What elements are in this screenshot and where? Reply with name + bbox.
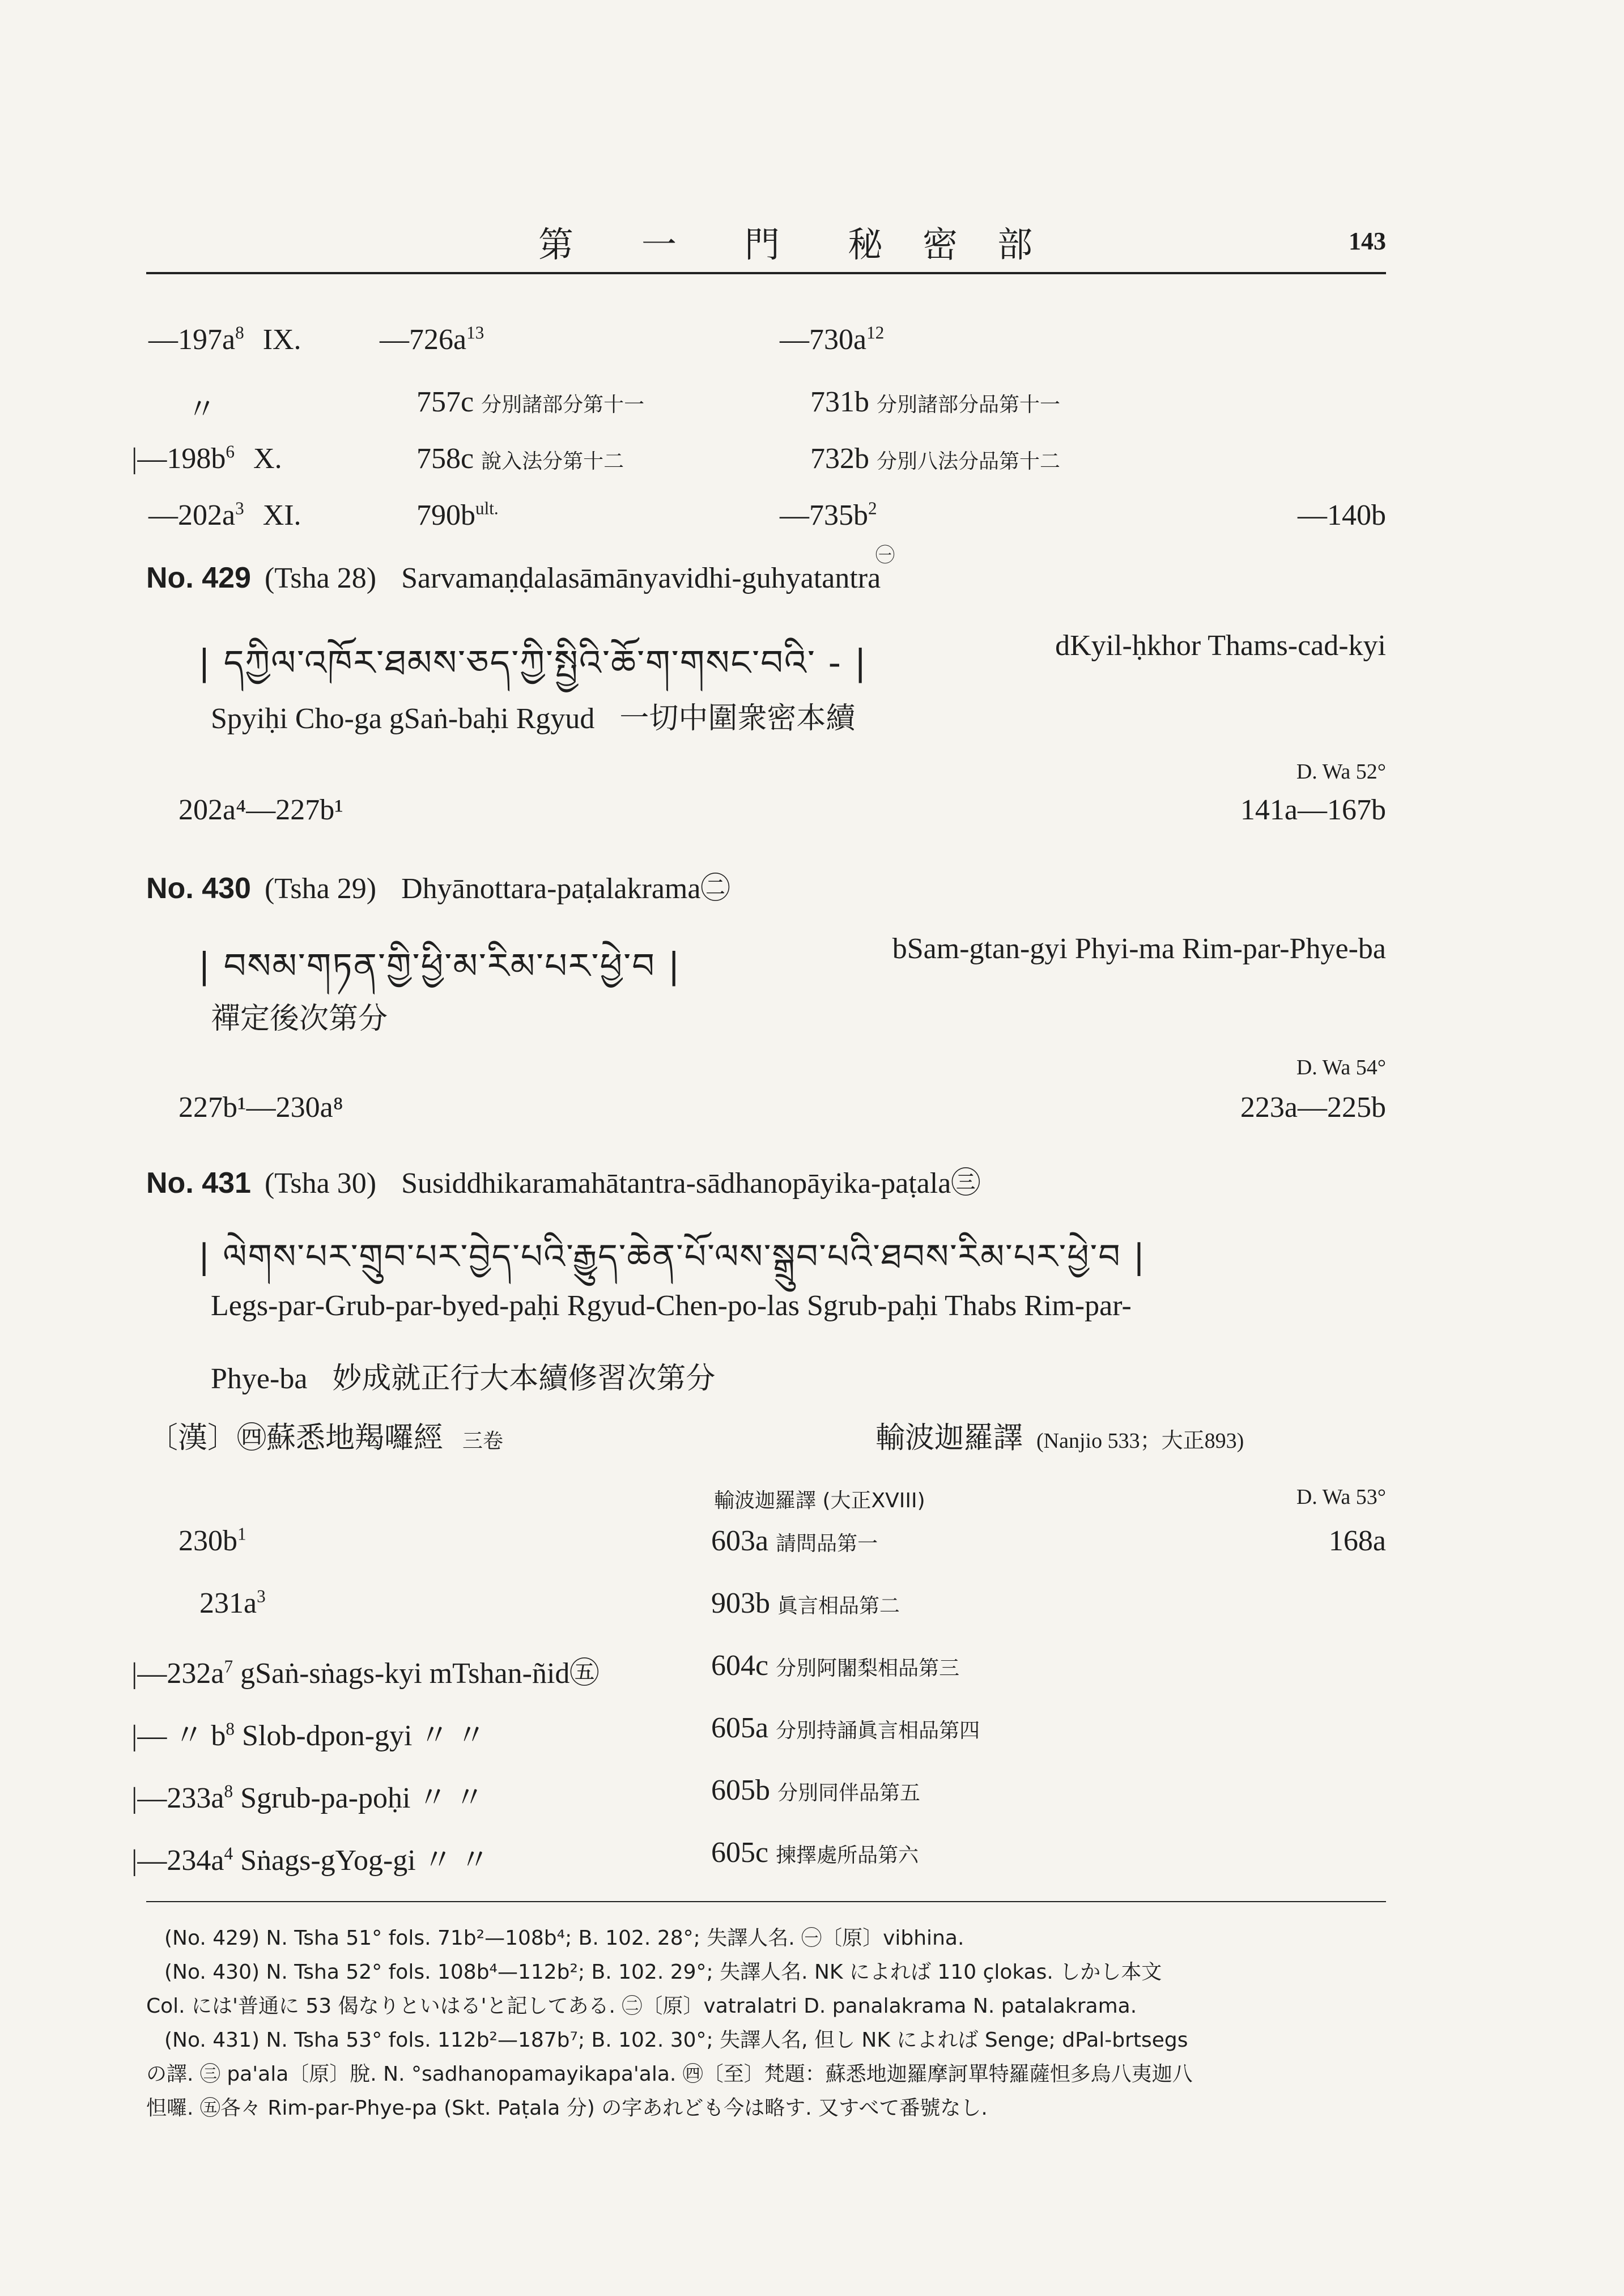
table-cell: —140b — [1298, 499, 1386, 532]
header-char: 第 — [538, 224, 580, 265]
page-number: 143 — [1349, 227, 1386, 255]
footnote-line: Col. には'普通に 53 偈なりといはる'と記してある. ㊁〔原〕vatralatri D. panalakrama N. patalakrama. — [146, 1995, 1137, 2018]
transliteration: dKyil-ḥkhor Thams-cad-kyi — [1055, 630, 1386, 662]
table-row: $231a^3$ — [199, 1586, 266, 1619]
footnote-line: (No. 430) N. Tsha 52° fols. 108b⁴—112b²; B. 102. 29°; 失譯人名. NK によれば 110 çlokas. しかし本文 — [164, 1961, 1162, 1984]
footnote-line: (No. 431) N. Tsha 53° fols. 112b²—187b⁷; B. 102. 30°; 失譯人名, 但し NK によれば Senge; dPal-brtsegs — [164, 2029, 1188, 2052]
table-row: $—202a^3$ XI. — [148, 498, 301, 532]
header-rule — [146, 272, 1386, 274]
header-char: 部 — [997, 224, 1039, 265]
entry-heading: No. 429 (Tsha 28) Sarvamaṇḍalasāmānyavidhi-guhyatantra — [146, 562, 881, 594]
table-cell: $—735b^2$ — [780, 498, 877, 532]
header-char: 門 — [745, 224, 786, 265]
table-row: $230b^1$ — [178, 1524, 246, 1557]
chinese-parallel: 〔漢〕㊃蘇悉地羯囉經 三卷 — [148, 1421, 504, 1455]
chinese-title: 禪定後次第分 — [211, 1002, 388, 1036]
transliteration-cont: Phye-ba 妙成就正行大本續修習次第分 — [211, 1362, 716, 1396]
footnote-line: の譯. ㊂ pa'ala〔原〕脫. N. °sadhanopamayikapa'ala. ㊃〔至〕梵題：蘇悉地迦羅摩訶單特羅薩怛多烏八夷迦八 — [146, 2063, 1193, 2086]
table-row: $|—198b^6$ X. — [131, 441, 282, 475]
entry-heading: No. 430 (Tsha 29) Dhyānottara-paṭalakrama㊁ — [146, 872, 730, 905]
table-cell: 903b 眞言相品第二 — [711, 1587, 900, 1619]
table-row: $|—232a^7$ gSaṅ-sṅags-kyi mTshan-ñid㊄ — [131, 1656, 600, 1690]
transliteration: bSam-gtan-gyi Phyi-ma Rim-par-Phye-ba — [892, 933, 1386, 965]
derge-range: 223a—225b — [1240, 1091, 1386, 1124]
tibetan-title: | བསམ་གཏན་གྱི་ཕྱི་མ་རིམ་པར་ཕྱེ་བ | — [198, 945, 681, 987]
table-cell: 757c 分別諸部分第十一 — [416, 386, 645, 418]
derge-ref: D. Wa 52° — [1296, 760, 1386, 784]
tibetan-title: | ལེགས་པར་གྲུབ་པར་བྱེད་པའི་རྒྱུད་ཆེན་པོ་ལས་སྒྲུབ་པའི་ཐབས་རིམ་པར་ཕྱེ་བ | — [198, 1237, 1146, 1277]
table-cell: $—726a^{13}$ — [380, 322, 484, 356]
footnote-rule — [146, 1901, 1386, 1902]
table-cell: 605b 分別同伴品第五 — [711, 1774, 921, 1806]
entry-heading: No. 431 (Tsha 30) Susiddhikaramahātantra-sādhanopāyika-paṭala㊂ — [146, 1167, 981, 1200]
header-title — [538, 216, 1038, 267]
column-head: 輸波迦羅譯 (大正XVIII) — [714, 1489, 925, 1512]
footnote-line: 怛囉. ㊄各々 Rim-par-Phye-pa (Skt. Paṭala 分) の字あれども今は略す. 又すべて番號なし. — [146, 2097, 988, 2120]
table-row: |— 〃 $b^8$ Slob-dpon-gyi 〃 〃 — [131, 1719, 486, 1752]
table-row: $|—234a^4$ Sṅags-gYog-gi 〃 〃 — [131, 1843, 490, 1877]
footnote-line: (No. 429) N. Tsha 51° fols. 71b²—108b⁴; B. 102. 28°; 失譯人名. ㊀〔原〕vibhina. — [164, 1927, 964, 1950]
table-cell: $—730a^{12}$ — [780, 322, 885, 356]
table-cell: 604c 分別阿闍梨相品第三 — [711, 1649, 960, 1682]
header-char: 密 — [922, 224, 964, 265]
derge-ref: D. Wa 54° — [1296, 1056, 1386, 1079]
table-cell: 605c 揀擇處所品第六 — [711, 1836, 919, 1869]
note-mark: ㊀ — [875, 545, 895, 566]
transliteration-cont: Spyiḥi Cho-ga gSaṅ-baḥi Rgyud 一切中圍衆密本續 — [211, 701, 856, 735]
table-cell: 168a — [1328, 1525, 1386, 1557]
tibetan-title: | དཀྱིལ་འཁོར་ཐམས་ཅད་ཀྱི་སྤྱིའི་ཆོ་ག་གསང་བའི་ - | — [198, 642, 868, 683]
folio-range: 202a⁴—227b¹ — [178, 794, 343, 826]
table-cell: 758c 說入法分第十二 — [416, 443, 624, 475]
table-cell: 732b 分別八法分品第十二 — [810, 443, 1061, 475]
table-cell: 731b 分別諸部分品第十一 — [810, 386, 1061, 418]
table-row: $|—233a^8$ Sgrub-pa-poḥi 〃 〃 — [131, 1781, 484, 1814]
translator: 輸波迦羅譯 (Nanjio 533；大正893) — [875, 1421, 1244, 1455]
ditto-mark: 〃 — [187, 394, 217, 426]
table-cell: 603a 請問品第一 — [711, 1525, 878, 1557]
header-char: 一 — [641, 224, 683, 265]
header-char: 秘 — [848, 224, 889, 265]
table-cell: 605a 分別持誦眞言相品第四 — [711, 1712, 980, 1744]
column-head: D. Wa 53° — [1296, 1485, 1386, 1509]
table-cell: $790b^{ult.}$ — [416, 498, 499, 532]
folio-range: 227b¹—230a⁸ — [178, 1091, 343, 1124]
table-row: $—197a^8$ IX. — [148, 322, 301, 356]
transliteration: Legs-par-Grub-par-byed-paḥi Rgyud-Chen-po-las Sgrub-paḥi Thabs Rim-par- — [211, 1290, 1132, 1322]
derge-range: 141a—167b — [1240, 794, 1386, 826]
